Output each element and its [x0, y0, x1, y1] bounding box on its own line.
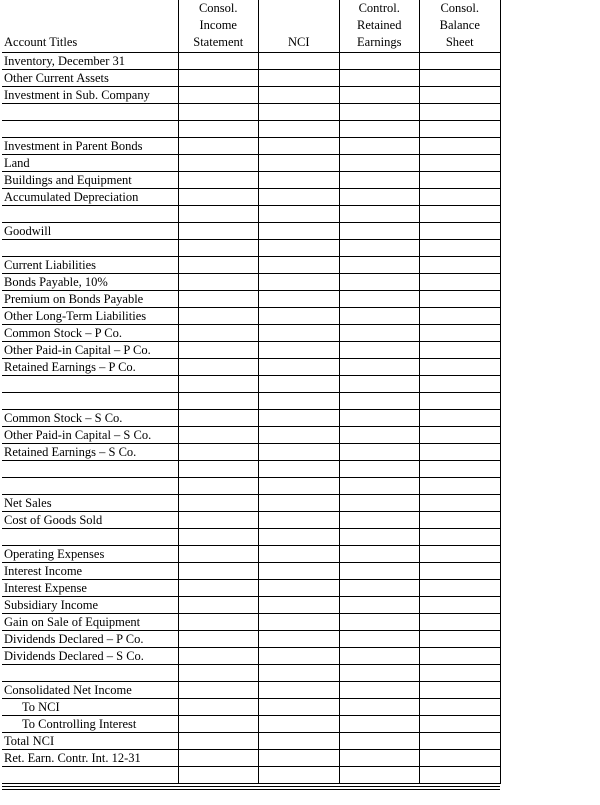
account-title-cell: Retained Earnings – P Co.: [2, 359, 178, 376]
balance-sheet-cell[interactable]: [420, 529, 501, 546]
account-title-cell: Other Current Assets: [2, 70, 178, 87]
balance-sheet-cell[interactable]: [420, 461, 501, 478]
nci-cell[interactable]: [259, 512, 340, 529]
retained-earnings-cell[interactable]: [339, 223, 420, 240]
retained-earnings-cell[interactable]: [339, 427, 420, 444]
retained-earnings-cell[interactable]: [339, 155, 420, 172]
balance-sheet-cell[interactable]: [420, 206, 501, 223]
income-statement-cell[interactable]: [178, 70, 259, 87]
income-statement-cell[interactable]: [178, 121, 259, 138]
income-statement-cell[interactable]: [178, 580, 259, 597]
table-row: [2, 87, 500, 104]
retained-earnings-cell[interactable]: [339, 121, 420, 138]
income-statement-cell[interactable]: [178, 512, 259, 529]
table-row: [2, 104, 500, 121]
income-statement-cell[interactable]: [178, 308, 259, 325]
retained-earnings-cell[interactable]: [339, 274, 420, 291]
balance-sheet-cell[interactable]: [420, 699, 501, 716]
nci-cell[interactable]: [259, 427, 340, 444]
retained-earnings-cell[interactable]: [339, 240, 420, 257]
account-title-cell: Consolidated Net Income: [2, 682, 178, 699]
balance-sheet-cell[interactable]: [420, 155, 501, 172]
account-title-cell: Retained Earnings – S Co.: [2, 444, 178, 461]
header-consol-income-statement: [178, 0, 259, 53]
retained-earnings-cell[interactable]: [339, 70, 420, 87]
header-line: Income: [199, 18, 237, 32]
income-statement-cell[interactable]: [178, 631, 259, 648]
account-title-cell: Other Paid-in Capital – P Co.: [2, 342, 178, 359]
account-title-cell: Common Stock – P Co.: [2, 325, 178, 342]
account-title-cell: [2, 767, 178, 784]
table-row: [2, 308, 500, 325]
account-title-cell: Total NCI: [2, 733, 178, 750]
table-row: [2, 495, 500, 512]
table-row: [2, 325, 500, 342]
header-line: Statement: [193, 35, 244, 49]
balance-sheet-cell[interactable]: [420, 716, 501, 733]
income-statement-cell[interactable]: [178, 240, 259, 257]
worksheet-bottom-rule: [2, 786, 500, 790]
nci-cell[interactable]: [259, 359, 340, 376]
retained-earnings-cell[interactable]: [339, 257, 420, 274]
table-row: [2, 597, 500, 614]
income-statement-cell[interactable]: [178, 155, 259, 172]
nci-cell[interactable]: [259, 70, 340, 87]
nci-cell[interactable]: [259, 206, 340, 223]
account-title-cell: Goodwill: [2, 223, 178, 240]
retained-earnings-cell[interactable]: [339, 580, 420, 597]
table-row: [2, 631, 500, 648]
header-line: Earnings: [357, 35, 402, 49]
retained-earnings-cell[interactable]: [339, 376, 420, 393]
nci-cell[interactable]: [259, 444, 340, 461]
retained-earnings-cell[interactable]: [339, 291, 420, 308]
balance-sheet-cell[interactable]: [420, 733, 501, 750]
income-statement-cell[interactable]: [178, 257, 259, 274]
balance-sheet-cell[interactable]: [420, 682, 501, 699]
table-row: [2, 240, 500, 257]
account-title-cell: To NCI: [2, 699, 178, 716]
nci-cell[interactable]: [259, 240, 340, 257]
table-row: [2, 172, 500, 189]
retained-earnings-cell[interactable]: [339, 614, 420, 631]
retained-earnings-cell[interactable]: [339, 478, 420, 495]
nci-cell[interactable]: [259, 121, 340, 138]
nci-cell[interactable]: [259, 87, 340, 104]
balance-sheet-cell[interactable]: [420, 189, 501, 206]
account-title-cell: [2, 393, 178, 410]
retained-earnings-cell[interactable]: [339, 597, 420, 614]
income-statement-cell[interactable]: [178, 189, 259, 206]
balance-sheet-cell[interactable]: [420, 70, 501, 87]
nci-cell[interactable]: [259, 410, 340, 427]
retained-earnings-cell[interactable]: [339, 104, 420, 121]
income-statement-cell[interactable]: [178, 206, 259, 223]
income-statement-cell[interactable]: [178, 223, 259, 240]
retained-earnings-cell[interactable]: [339, 342, 420, 359]
nci-cell[interactable]: [259, 733, 340, 750]
balance-sheet-cell[interactable]: [420, 410, 501, 427]
account-title-cell: Operating Expenses: [2, 546, 178, 563]
table-row: [2, 665, 500, 682]
table-row: [2, 682, 500, 699]
account-title-cell: Investment in Sub. Company: [2, 87, 178, 104]
income-statement-cell[interactable]: [178, 716, 259, 733]
account-title-cell: Investment in Parent Bonds: [2, 138, 178, 155]
income-statement-cell[interactable]: [178, 597, 259, 614]
income-statement-cell[interactable]: [178, 172, 259, 189]
table-row: [2, 529, 500, 546]
table-row: [2, 257, 500, 274]
balance-sheet-cell[interactable]: [420, 104, 501, 121]
nci-cell[interactable]: [259, 461, 340, 478]
account-title-cell: Accumulated Depreciation: [2, 189, 178, 206]
income-statement-cell[interactable]: [178, 665, 259, 682]
nci-cell[interactable]: [259, 478, 340, 495]
account-title-cell: To Controlling Interest: [2, 716, 178, 733]
table-row: [2, 750, 500, 767]
balance-sheet-cell[interactable]: [420, 546, 501, 563]
income-statement-cell[interactable]: [178, 614, 259, 631]
header-nci: NCI: [259, 0, 340, 53]
consolidation-worksheet: [2, 0, 500, 784]
table-row: [2, 206, 500, 223]
retained-earnings-cell[interactable]: [339, 172, 420, 189]
retained-earnings-cell[interactable]: [339, 631, 420, 648]
nci-cell[interactable]: [259, 172, 340, 189]
income-statement-cell[interactable]: [178, 393, 259, 410]
nci-cell[interactable]: [259, 308, 340, 325]
nci-cell[interactable]: [259, 699, 340, 716]
table-row: [2, 512, 500, 529]
retained-earnings-cell[interactable]: [339, 546, 420, 563]
table-row: [2, 291, 500, 308]
table-row: [2, 427, 500, 444]
nci-cell[interactable]: [259, 393, 340, 410]
table-row: [2, 563, 500, 580]
income-statement-cell[interactable]: [178, 444, 259, 461]
income-statement-cell[interactable]: [178, 648, 259, 665]
table-row: [2, 155, 500, 172]
account-title-cell: Dividends Declared – S Co.: [2, 648, 178, 665]
account-title-cell: Interest Income: [2, 563, 178, 580]
income-statement-cell[interactable]: [178, 359, 259, 376]
income-statement-cell[interactable]: [178, 750, 259, 767]
account-title-cell: Gain on Sale of Equipment: [2, 614, 178, 631]
nci-cell[interactable]: [259, 529, 340, 546]
retained-earnings-cell[interactable]: [339, 87, 420, 104]
nci-cell[interactable]: [259, 495, 340, 512]
retained-earnings-cell[interactable]: [339, 444, 420, 461]
balance-sheet-cell[interactable]: [420, 291, 501, 308]
income-statement-cell[interactable]: [178, 682, 259, 699]
nci-cell[interactable]: [259, 104, 340, 121]
balance-sheet-cell[interactable]: [420, 750, 501, 767]
balance-sheet-cell[interactable]: [420, 597, 501, 614]
retained-earnings-cell[interactable]: [339, 410, 420, 427]
income-statement-cell[interactable]: [178, 529, 259, 546]
nci-cell[interactable]: [259, 580, 340, 597]
nci-cell[interactable]: [259, 716, 340, 733]
nci-cell[interactable]: [259, 767, 340, 784]
balance-sheet-cell[interactable]: [420, 138, 501, 155]
retained-earnings-cell[interactable]: [339, 750, 420, 767]
balance-sheet-cell[interactable]: [420, 121, 501, 138]
nci-cell[interactable]: [259, 223, 340, 240]
balance-sheet-cell[interactable]: [420, 325, 501, 342]
balance-sheet-cell[interactable]: [420, 631, 501, 648]
nci-cell[interactable]: [259, 665, 340, 682]
income-statement-cell[interactable]: [178, 699, 259, 716]
table-row: [2, 70, 500, 87]
header-line: Consol.: [198, 1, 238, 15]
income-statement-cell[interactable]: [178, 546, 259, 563]
retained-earnings-cell[interactable]: [339, 733, 420, 750]
header-line: Sheet: [445, 35, 474, 49]
balance-sheet-cell[interactable]: [420, 274, 501, 291]
table-row: [2, 342, 500, 359]
balance-sheet-cell[interactable]: [420, 308, 501, 325]
retained-earnings-cell[interactable]: [339, 325, 420, 342]
retained-earnings-cell[interactable]: [339, 461, 420, 478]
nci-cell[interactable]: [259, 291, 340, 308]
balance-sheet-cell[interactable]: [420, 240, 501, 257]
header-account-titles: Account Titles: [2, 0, 178, 53]
retained-earnings-cell[interactable]: [339, 529, 420, 546]
account-title-cell: [2, 240, 178, 257]
income-statement-cell[interactable]: [178, 495, 259, 512]
income-statement-cell[interactable]: [178, 478, 259, 495]
retained-earnings-cell[interactable]: [339, 699, 420, 716]
balance-sheet-cell[interactable]: [420, 359, 501, 376]
balance-sheet-cell[interactable]: [420, 257, 501, 274]
table-row: [2, 580, 500, 597]
worksheet-table: [2, 0, 501, 784]
table-row: [2, 733, 500, 750]
nci-cell[interactable]: [259, 614, 340, 631]
nci-cell[interactable]: [259, 546, 340, 563]
nci-cell[interactable]: [259, 53, 340, 70]
nci-cell[interactable]: [259, 138, 340, 155]
account-title-cell: Current Liabilities: [2, 257, 178, 274]
account-title-cell: Subsidiary Income: [2, 597, 178, 614]
balance-sheet-cell[interactable]: [420, 478, 501, 495]
account-title-cell: Bonds Payable, 10%: [2, 274, 178, 291]
retained-earnings-cell[interactable]: [339, 495, 420, 512]
nci-cell[interactable]: [259, 189, 340, 206]
account-title-cell: Other Paid-in Capital – S Co.: [2, 427, 178, 444]
income-statement-cell[interactable]: [178, 104, 259, 121]
account-title-cell: [2, 206, 178, 223]
table-row: [2, 410, 500, 427]
table-row: [2, 478, 500, 495]
header-line: Control.: [358, 1, 400, 15]
header-line: Balance: [439, 18, 480, 32]
retained-earnings-cell[interactable]: [339, 716, 420, 733]
retained-earnings-cell[interactable]: [339, 512, 420, 529]
retained-earnings-cell[interactable]: [339, 53, 420, 70]
table-row: [2, 461, 500, 478]
nci-cell[interactable]: [259, 597, 340, 614]
income-statement-cell[interactable]: [178, 53, 259, 70]
nci-cell[interactable]: [259, 376, 340, 393]
account-title-cell: Interest Expense: [2, 580, 178, 597]
income-statement-cell[interactable]: [178, 376, 259, 393]
nci-cell[interactable]: [259, 682, 340, 699]
income-statement-cell[interactable]: [178, 87, 259, 104]
header-consol-balance-sheet: [420, 0, 501, 53]
account-title-cell: [2, 376, 178, 393]
income-statement-cell[interactable]: [178, 342, 259, 359]
table-row: [2, 376, 500, 393]
nci-cell[interactable]: [259, 563, 340, 580]
account-title-cell: Other Long-Term Liabilities: [2, 308, 178, 325]
account-title-cell: Net Sales: [2, 495, 178, 512]
retained-earnings-cell[interactable]: [339, 563, 420, 580]
income-statement-cell[interactable]: [178, 291, 259, 308]
table-row: [2, 359, 500, 376]
income-statement-cell[interactable]: [178, 461, 259, 478]
income-statement-cell[interactable]: [178, 427, 259, 444]
balance-sheet-cell[interactable]: [420, 444, 501, 461]
account-title-cell: Land: [2, 155, 178, 172]
account-title-cell: [2, 104, 178, 121]
income-statement-cell[interactable]: [178, 325, 259, 342]
worksheet-body: [2, 53, 500, 784]
income-statement-cell[interactable]: [178, 138, 259, 155]
account-title-cell: Inventory, December 31: [2, 53, 178, 70]
balance-sheet-cell[interactable]: [420, 563, 501, 580]
account-title-cell: Common Stock – S Co.: [2, 410, 178, 427]
income-statement-cell[interactable]: [178, 767, 259, 784]
nci-cell[interactable]: [259, 342, 340, 359]
table-row: [2, 767, 500, 784]
table-row: [2, 393, 500, 410]
balance-sheet-cell[interactable]: [420, 427, 501, 444]
balance-sheet-cell[interactable]: [420, 495, 501, 512]
balance-sheet-cell[interactable]: [420, 87, 501, 104]
balance-sheet-cell[interactable]: [420, 665, 501, 682]
retained-earnings-cell[interactable]: [339, 359, 420, 376]
balance-sheet-cell[interactable]: [420, 580, 501, 597]
retained-earnings-cell[interactable]: [339, 138, 420, 155]
nci-cell[interactable]: [259, 257, 340, 274]
balance-sheet-cell[interactable]: [420, 614, 501, 631]
balance-sheet-cell[interactable]: [420, 172, 501, 189]
income-statement-cell[interactable]: [178, 733, 259, 750]
table-row: [2, 546, 500, 563]
balance-sheet-cell[interactable]: [420, 512, 501, 529]
nci-cell[interactable]: [259, 750, 340, 767]
balance-sheet-cell[interactable]: [420, 393, 501, 410]
balance-sheet-cell[interactable]: [420, 342, 501, 359]
header-line: Retained: [357, 18, 402, 32]
account-title-cell: [2, 665, 178, 682]
nci-cell[interactable]: [259, 631, 340, 648]
account-title-cell: Premium on Bonds Payable: [2, 291, 178, 308]
table-row: [2, 648, 500, 665]
account-title-cell: [2, 529, 178, 546]
table-row: [2, 274, 500, 291]
retained-earnings-cell[interactable]: [339, 206, 420, 223]
table-row: [2, 53, 500, 70]
retained-earnings-cell[interactable]: [339, 665, 420, 682]
retained-earnings-cell[interactable]: [339, 189, 420, 206]
retained-earnings-cell[interactable]: [339, 682, 420, 699]
retained-earnings-cell[interactable]: [339, 308, 420, 325]
income-statement-cell[interactable]: [178, 410, 259, 427]
balance-sheet-cell[interactable]: [420, 53, 501, 70]
retained-earnings-cell[interactable]: [339, 767, 420, 784]
nci-cell[interactable]: [259, 648, 340, 665]
balance-sheet-cell[interactable]: [420, 767, 501, 784]
worksheet-header: [2, 0, 500, 53]
table-row: [2, 121, 500, 138]
account-title-cell: Ret. Earn. Contr. Int. 12-31: [2, 750, 178, 767]
table-row: [2, 614, 500, 631]
balance-sheet-cell[interactable]: [420, 648, 501, 665]
table-row: [2, 716, 500, 733]
header-row: [2, 0, 500, 53]
nci-cell[interactable]: [259, 155, 340, 172]
balance-sheet-cell[interactable]: [420, 223, 501, 240]
table-row: [2, 223, 500, 240]
income-statement-cell[interactable]: [178, 563, 259, 580]
retained-earnings-cell[interactable]: [339, 648, 420, 665]
nci-cell[interactable]: [259, 274, 340, 291]
header-line: Consol.: [440, 1, 480, 15]
balance-sheet-cell[interactable]: [420, 376, 501, 393]
table-row: [2, 138, 500, 155]
account-title-cell: [2, 478, 178, 495]
account-title-cell: [2, 121, 178, 138]
header-control-retained-earnings: [339, 0, 420, 53]
nci-cell[interactable]: [259, 325, 340, 342]
account-title-cell: Dividends Declared – P Co.: [2, 631, 178, 648]
retained-earnings-cell[interactable]: [339, 393, 420, 410]
account-title-cell: Buildings and Equipment: [2, 172, 178, 189]
table-row: [2, 444, 500, 461]
income-statement-cell[interactable]: [178, 274, 259, 291]
table-row: [2, 189, 500, 206]
table-row: [2, 699, 500, 716]
account-title-cell: Cost of Goods Sold: [2, 512, 178, 529]
account-title-cell: [2, 461, 178, 478]
